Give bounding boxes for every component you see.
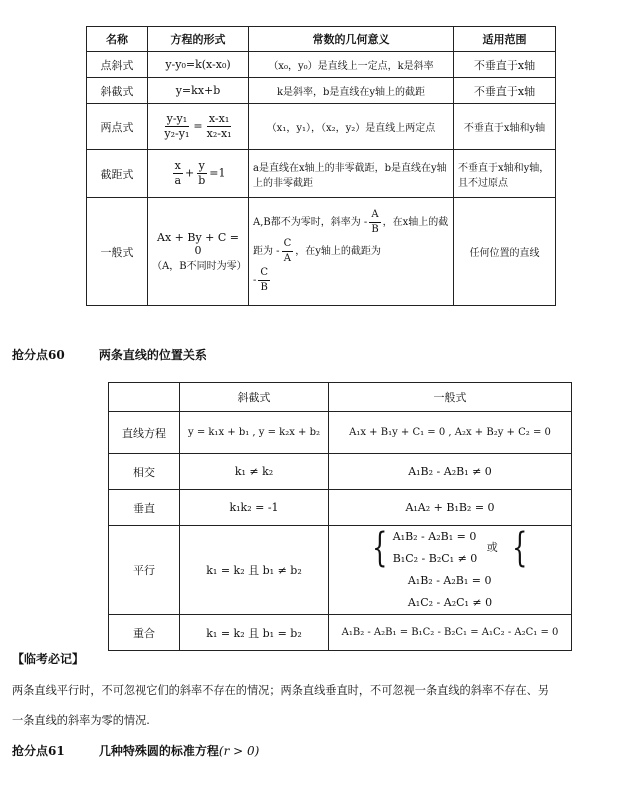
row-range: 不垂直于x轴和y轴，且不过原点 [454,150,556,198]
row-general: A₁B₂ - A₂B₁ ≠ 0 [329,454,572,490]
left-brace-icon: { [372,525,388,571]
header-general: 一般式 [329,383,572,412]
fraction [196,159,207,188]
condition-line: A₁B₂ - A₂B₁ = 0 [392,530,477,543]
equals-one: =1 [209,166,226,180]
row-general [329,526,572,615]
row-slope: k₁ = k₂ 且 b₁ = b₂ [180,615,329,651]
header-meaning: 常数的几何意义 [249,27,454,52]
row-meaning: （x₀，y₀）是直线上一定点，k是斜率 [249,52,454,78]
row-range: 不垂直于x轴 [454,78,556,104]
line-equation-forms-table [86,26,556,306]
line-relation-table [108,382,572,651]
row-meaning: k是斜率，b是直线在y轴上的截距 [249,78,454,104]
row-name: 截距式 [87,150,148,198]
header-range: 适用范围 [454,27,556,52]
general-form-note: （A，B不同时为零） [152,261,247,272]
row-name: 平行 [109,526,180,615]
fraction [205,112,234,141]
row-name: 一般式 [87,198,148,306]
fraction [162,112,191,141]
note-line-2: 一条直线的斜率为零的情况. [12,714,150,727]
denominator: b [198,174,206,187]
row-meaning [249,198,454,306]
row-form [148,150,249,198]
meaning-text: ，在x轴上的截距为 - [253,217,449,257]
meaning-text: A,B都不为零时，斜率为 - [253,217,368,228]
header-slope: 斜截式 [180,383,329,412]
or-label: 或 [486,541,498,554]
note-line-1: 两条直线平行时，不可忽视它们的斜率不存在的情况；两条直线垂直时，不可忽视一条直线的斜率不存在、另 [12,684,550,697]
condition-system [393,526,478,570]
denominator: y₂-y₁ [164,127,190,140]
row-range: 任何位置的直线 [454,198,556,306]
plus-sign: + [185,166,195,180]
fraction [282,237,294,266]
numerator: x [174,159,181,172]
section-title: 几种特殊圆的标准方程 [98,744,219,758]
left-brace-icon: { [512,525,528,571]
row-name: 垂直 [109,490,180,526]
row-meaning: a是直线在x轴上的非零截距，b是直线在y轴上的非零截距 [249,150,454,198]
numerator: x-x₁ [208,112,230,125]
numerator: C [258,266,270,281]
numerator: C [282,237,294,252]
header-form: 方程的形式 [148,27,249,52]
row-slope: k₁ = k₂ 且 b₁ ≠ b₂ [180,526,329,615]
denominator: A [283,253,291,264]
row-slope: k₁k₂ = -1 [180,490,329,526]
header-blank [109,383,180,412]
section-title: 两条直线的位置关系 [98,348,207,362]
row-form [148,198,249,306]
fraction [258,266,270,295]
row-name: 直线方程 [109,412,180,454]
meaning-text: - [253,275,257,286]
condition-line: A₁C₂ - A₂C₁ ≠ 0 [407,596,493,609]
row-general: A₁A₂ + B₁B₂ = 0 [329,490,572,526]
row-slope: k₁ ≠ k₂ [180,454,329,490]
condition-line: B₁C₂ - B₂C₁ ≠ 0 [392,552,478,565]
row-form: y-y₀=k(x-x₀) [148,52,249,78]
denominator: x₂-x₁ [206,127,232,140]
row-range: 不垂直于x轴和y轴 [454,104,556,150]
numerator: A [369,208,380,223]
row-general: A₁x + B₁y + C₁ = 0 , A₂x + B₂y + C₂ = 0 [329,412,572,454]
row-general: A₁B₂ - A₂B₁ = B₁C₂ - B₂C₁ = A₁C₂ - A₂C₁ = 0 [329,615,572,651]
denominator: a [174,174,182,187]
numerator: y-y₁ [166,112,188,125]
section-60-heading [12,346,207,363]
section-condition: (r > 0) [218,744,260,758]
row-form [148,104,249,150]
section-61-heading [12,742,259,759]
section-label: 抢分点61 [12,744,65,758]
equals-sign: = [193,119,203,133]
row-name: 相交 [109,454,180,490]
row-name: 斜截式 [87,78,148,104]
note-heading: 【临考必记】 [12,652,85,666]
condition-line: A₁B₂ - A₂B₁ = 0 [407,574,492,587]
numerator: y [198,159,205,172]
row-name: 点斜式 [87,52,148,78]
meaning-text: ，在y轴上的截距为 [295,246,381,257]
row-name: 重合 [109,615,180,651]
general-form-equation: Ax + By + C = 0 [157,231,239,257]
row-range: 不垂直于x轴 [454,52,556,78]
row-form: y=kx+b [148,78,249,104]
condition-system [408,570,492,614]
fraction [172,159,183,188]
row-slope: y = k₁x + b₁ , y = k₂x + b₂ [180,412,329,454]
section-label: 抢分点60 [12,348,65,362]
row-name: 两点式 [87,104,148,150]
row-meaning: （x₁，y₁），（x₂，y₂）是直线上两定点 [249,104,454,150]
denominator: B [371,224,379,235]
header-name: 名称 [87,27,148,52]
denominator: B [260,282,268,293]
fraction [369,208,380,237]
